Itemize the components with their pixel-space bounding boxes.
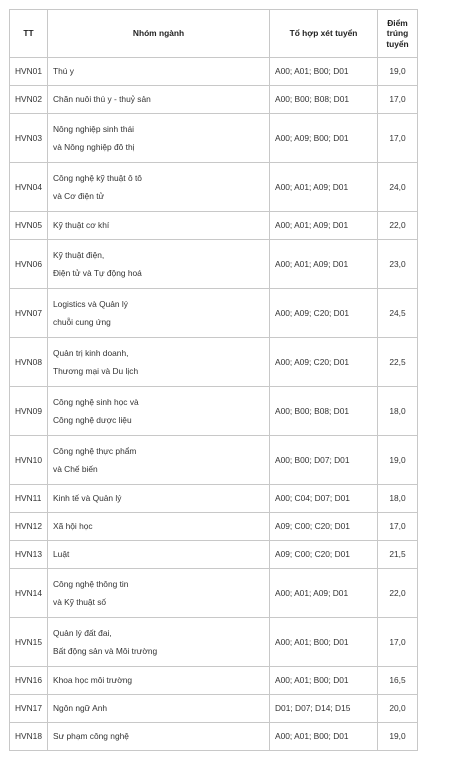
row-code: HVN10 (10, 436, 48, 485)
row-subject-combo: A00; A09; C20; D01 (270, 338, 378, 387)
row-score: 18,0 (378, 485, 418, 513)
major-group-line: Logistics và Quản lý (53, 298, 128, 309)
major-group-line: Ngôn ngữ Anh (53, 703, 108, 714)
major-group-line: Công nghệ thực phẩm (53, 445, 137, 456)
row-score: 24,5 (378, 289, 418, 338)
major-group-line: Điện tử và Tự động hoá (53, 268, 142, 278)
row-code: HVN01 (10, 58, 48, 86)
row-code: HVN09 (10, 387, 48, 436)
row-major-group (48, 723, 270, 751)
row-score: 17,0 (378, 513, 418, 541)
major-group-line: Kinh tế và Quản lý (53, 493, 122, 504)
table-row (10, 58, 418, 86)
table-row (10, 212, 418, 240)
major-group-line: Chăn nuôi thú y - thuỷ sản (53, 94, 151, 105)
row-subject-combo: A00; B00; B08; D01 (270, 387, 378, 436)
major-group-line: Công nghệ kỹ thuật ô tô (53, 172, 142, 183)
row-major-group (48, 695, 270, 723)
table-row (10, 387, 418, 436)
table-row (10, 114, 418, 163)
table-row (10, 86, 418, 114)
row-major-group (48, 163, 270, 212)
row-code: HVN17 (10, 695, 48, 723)
row-subject-combo: A00; A01; A09; D01 (270, 163, 378, 212)
table-row (10, 541, 418, 569)
row-subject-combo: A00; A01; A09; D01 (270, 569, 378, 618)
major-group-line: Sư phạm công nghệ (53, 731, 129, 742)
row-subject-combo: A00; B00; B08; D01 (270, 86, 378, 114)
major-group-line: Xã hội học (53, 521, 93, 532)
row-major-group (48, 485, 270, 513)
table-row (10, 723, 418, 751)
table-row (10, 485, 418, 513)
row-score: 19,0 (378, 436, 418, 485)
row-code: HVN07 (10, 289, 48, 338)
row-major-group (48, 569, 270, 618)
row-code: HVN16 (10, 667, 48, 695)
row-subject-combo: D01; D07; D14; D15 (270, 695, 378, 723)
row-major-group (48, 541, 270, 569)
row-subject-combo: A09; C00; C20; D01 (270, 541, 378, 569)
major-group-line: Công nghệ dược liệu (53, 415, 132, 425)
row-score: 16,5 (378, 667, 418, 695)
row-subject-combo: A00; A01; A09; D01 (270, 212, 378, 240)
row-subject-combo: A00; A01; A09; D01 (270, 240, 378, 289)
major-group-line: Công nghệ thông tin (53, 578, 129, 589)
row-code: HVN03 (10, 114, 48, 163)
table-row (10, 513, 418, 541)
table-row (10, 338, 418, 387)
major-group-line: chuỗi cung ứng (53, 317, 111, 327)
header-score: Điểm trúng tuyển (378, 10, 418, 58)
row-code: HVN14 (10, 569, 48, 618)
row-code: HVN13 (10, 541, 48, 569)
row-score: 19,0 (378, 58, 418, 86)
row-subject-combo: A00; A01; B00; D01 (270, 618, 378, 667)
row-code: HVN12 (10, 513, 48, 541)
row-score: 23,0 (378, 240, 418, 289)
row-score: 17,0 (378, 618, 418, 667)
row-major-group (48, 212, 270, 240)
row-subject-combo: A00; A09; B00; D01 (270, 114, 378, 163)
row-code: HVN08 (10, 338, 48, 387)
header-group: Nhóm ngành (48, 10, 270, 58)
row-subject-combo: A00; A01; B00; D01 (270, 723, 378, 751)
row-major-group (48, 114, 270, 163)
table-body (10, 58, 418, 751)
row-major-group (48, 436, 270, 485)
row-major-group (48, 618, 270, 667)
row-code: HVN15 (10, 618, 48, 667)
table-row (10, 618, 418, 667)
table-row (10, 240, 418, 289)
row-major-group (48, 513, 270, 541)
major-group-line: và Chế biến (53, 464, 98, 474)
header-combo: Tổ hợp xét tuyển (270, 10, 378, 58)
row-code: HVN04 (10, 163, 48, 212)
major-group-line: Bất động sản và Môi trường (53, 646, 158, 656)
row-score: 24,0 (378, 163, 418, 212)
row-subject-combo: A00; A01; B00; D01 (270, 58, 378, 86)
row-major-group (48, 240, 270, 289)
table-header-row (10, 10, 418, 58)
row-code: HVN18 (10, 723, 48, 751)
row-score: 17,0 (378, 86, 418, 114)
row-major-group (48, 86, 270, 114)
table-row (10, 569, 418, 618)
major-group-line: Kỹ thuật điện, (53, 249, 105, 260)
row-major-group (48, 289, 270, 338)
row-major-group (48, 667, 270, 695)
row-subject-combo: A00; A09; C20; D01 (270, 289, 378, 338)
major-group-line: và Cơ điện tử (53, 191, 105, 201)
header-tt: TT (10, 10, 48, 58)
row-code: HVN05 (10, 212, 48, 240)
row-score: 18,0 (378, 387, 418, 436)
row-code: HVN02 (10, 86, 48, 114)
major-group-line: và Kỹ thuật số (53, 597, 107, 607)
row-score: 20,0 (378, 695, 418, 723)
row-major-group (48, 338, 270, 387)
row-score: 22,0 (378, 569, 418, 618)
row-score: 17,0 (378, 114, 418, 163)
major-group-line: Nông nghiệp sinh thái (53, 123, 135, 134)
table-row (10, 289, 418, 338)
major-group-line: Quản trị kinh doanh, (53, 347, 129, 358)
major-group-line: và Nông nghiệp đô thị (53, 142, 135, 152)
row-score: 22,0 (378, 212, 418, 240)
row-score: 19,0 (378, 723, 418, 751)
row-major-group (48, 387, 270, 436)
major-group-line: Kỹ thuật cơ khí (53, 220, 110, 231)
row-code: HVN11 (10, 485, 48, 513)
table-row (10, 667, 418, 695)
row-subject-combo: A00; B00; D07; D01 (270, 436, 378, 485)
row-subject-combo: A00; A01; B00; D01 (270, 667, 378, 695)
row-subject-combo: A00; C04; D07; D01 (270, 485, 378, 513)
major-group-line: Công nghệ sinh học và (53, 396, 139, 407)
admission-scores-table (9, 9, 418, 751)
major-group-line: Thú y (53, 66, 74, 77)
row-major-group (48, 58, 270, 86)
row-subject-combo: A09; C00; C20; D01 (270, 513, 378, 541)
row-score: 22,5 (378, 338, 418, 387)
row-code: HVN06 (10, 240, 48, 289)
table-row (10, 163, 418, 212)
table-row (10, 695, 418, 723)
major-group-line: Thương mại và Du lịch (53, 366, 139, 376)
row-score: 21,5 (378, 541, 418, 569)
major-group-line: Khoa học môi trường (53, 675, 133, 686)
major-group-line: Luật (53, 549, 70, 560)
table-row (10, 436, 418, 485)
major-group-line: Quản lý đất đai, (53, 627, 112, 638)
